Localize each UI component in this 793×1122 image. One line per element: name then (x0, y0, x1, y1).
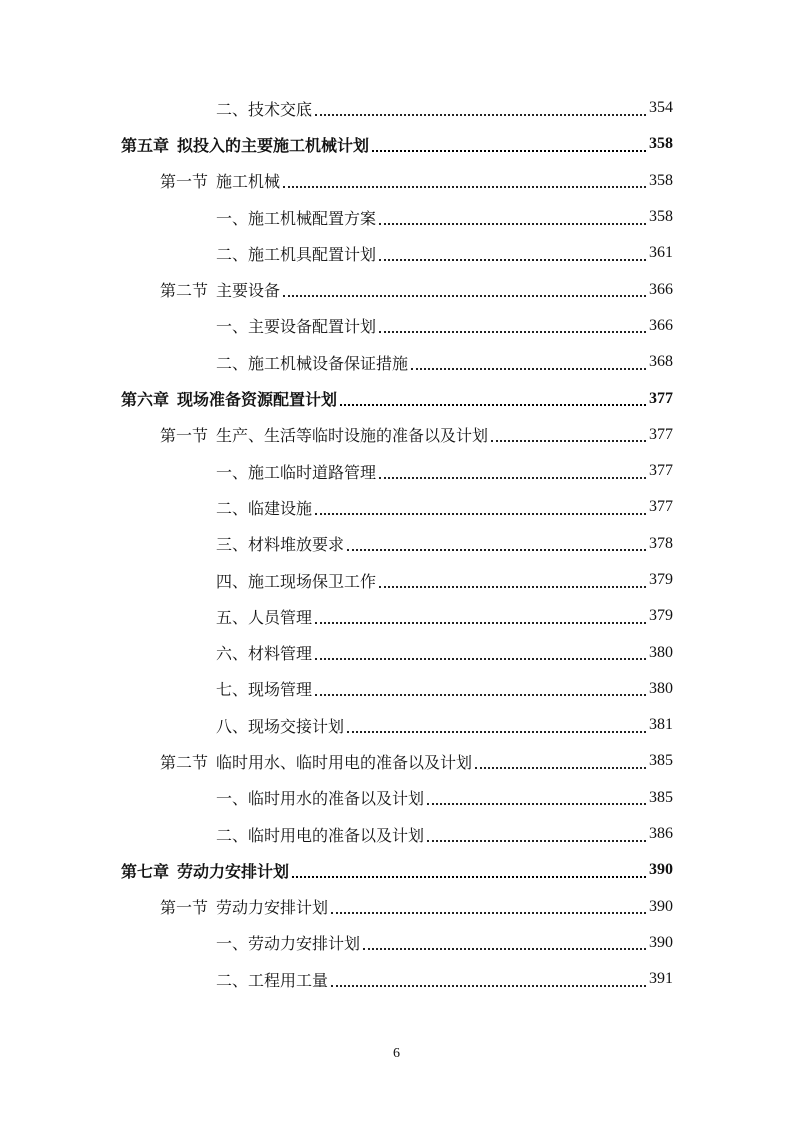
toc-entry-text: 主要设备 (216, 281, 281, 301)
toc-entry-number: 第二节 (160, 281, 209, 301)
toc-chapter-entry[interactable] (0, 380, 793, 416)
toc-subsection-entry[interactable] (0, 235, 793, 271)
toc-subsection-entry[interactable] (0, 671, 793, 707)
toc-entry-title (216, 823, 424, 846)
toc-page-number: 379 (649, 607, 673, 625)
toc-section-entry[interactable] (0, 417, 793, 453)
toc-subsection-entry[interactable] (0, 308, 793, 344)
toc-entry-title (216, 206, 376, 229)
toc-page-number: 379 (649, 571, 673, 588)
toc-section-entry[interactable] (0, 889, 793, 925)
toc-entry-text: 三、材料堆放要求 (216, 535, 345, 555)
toc-page-number: 377 (649, 498, 673, 516)
toc-entry-title (121, 387, 337, 410)
dot-leader (315, 657, 646, 660)
toc-subsection-entry[interactable] (0, 707, 793, 743)
toc-subsection-entry[interactable] (0, 598, 793, 634)
toc-page-number: 385 (649, 752, 673, 770)
toc-subsection-entry[interactable] (0, 489, 793, 525)
toc-page-number: 390 (649, 897, 673, 915)
dot-leader (292, 875, 646, 878)
toc-entry-text: 一、施工机械配置方案 (216, 208, 377, 228)
dot-leader (379, 476, 646, 479)
dot-leader (379, 222, 646, 225)
toc-entry-title (216, 496, 312, 519)
toc-entry-text: 一、施工临时道路管理 (216, 462, 377, 482)
toc-subsection-entry[interactable] (0, 961, 793, 997)
toc-entry-text: 二、施工机械设备保证措施 (216, 353, 409, 373)
dot-leader (315, 113, 646, 116)
dot-leader (427, 839, 646, 842)
toc-entry-text: 五、人员管理 (216, 607, 313, 627)
toc-entry-text: 八、现场交接计划 (216, 716, 345, 736)
toc-chapter-entry[interactable] (0, 126, 793, 162)
toc-entry-title (216, 532, 344, 555)
toc-page-number: 377 (649, 425, 673, 443)
toc-entry-title (160, 423, 488, 446)
toc-subsection-entry[interactable] (0, 780, 793, 816)
page-number: 6 (393, 1046, 400, 1061)
toc-entry-title (216, 351, 408, 374)
dot-leader (315, 512, 646, 515)
dot-leader (411, 367, 646, 370)
toc-entry-text: 一、临时用水的准备以及计划 (216, 789, 425, 809)
toc-entry-text: 六、材料管理 (216, 644, 313, 664)
toc-entry-text: 二、临建设施 (216, 498, 313, 518)
toc-entry-text: 现场准备资源配置计划 (177, 390, 338, 410)
toc-page-number: 366 (649, 316, 673, 334)
toc-entry-title (160, 169, 280, 192)
toc-entry-title (216, 714, 344, 737)
toc-entry-number: 第二节 (160, 752, 209, 772)
toc-page-number: 354 (649, 99, 673, 117)
dot-leader (283, 185, 646, 188)
toc-page-number: 390 (649, 933, 673, 951)
dot-leader (283, 294, 646, 297)
toc-subsection-entry[interactable] (0, 562, 793, 598)
toc-section-entry[interactable] (0, 743, 793, 779)
toc-subsection-entry[interactable] (0, 90, 793, 126)
toc-entry-title (121, 859, 289, 882)
toc-page-number: 377 (649, 389, 673, 407)
toc-entry-text: 二、技术交底 (216, 99, 313, 119)
toc-entry-title (216, 786, 424, 809)
toc-entry-text: 一、主要设备配置计划 (216, 317, 377, 337)
toc-entry-number: 第一节 (160, 898, 209, 918)
toc-page-number: 358 (649, 171, 673, 189)
dot-leader (475, 766, 646, 769)
toc-page-number: 368 (649, 353, 673, 371)
toc-entry-number: 第一节 (160, 426, 209, 446)
toc-entry-title (216, 242, 376, 265)
toc-entry-text: 生产、生活等临时设施的准备以及计划 (216, 426, 489, 446)
toc-entry-title (216, 677, 312, 700)
toc-entry-title (121, 133, 369, 156)
toc-page-number: 358 (649, 135, 673, 153)
toc-entry-title (216, 314, 376, 337)
dot-leader (379, 585, 646, 588)
toc-entry-text: 施工机械 (216, 172, 281, 192)
toc-subsection-entry[interactable] (0, 344, 793, 380)
toc-page-number: 380 (649, 679, 673, 697)
dot-leader (340, 403, 646, 406)
toc-entry-text: 一、劳动力安排计划 (216, 934, 361, 954)
table-of-contents (0, 90, 793, 997)
dot-leader (379, 330, 646, 333)
toc-subsection-entry[interactable] (0, 199, 793, 235)
toc-entry-text: 临时用水、临时用电的准备以及计划 (216, 752, 473, 772)
toc-page-number: 377 (649, 462, 673, 480)
toc-entry-number: 第七章 (121, 861, 170, 881)
dot-leader (363, 947, 646, 950)
toc-entry-title (160, 895, 328, 918)
toc-page-number: 361 (649, 244, 673, 262)
toc-page-number: 366 (649, 280, 673, 298)
toc-entry-title (216, 931, 360, 954)
toc-subsection-entry[interactable] (0, 634, 793, 670)
toc-entry-title (216, 569, 376, 592)
toc-entry-text: 劳动力安排计划 (216, 898, 329, 918)
toc-entry-title (160, 278, 280, 301)
dot-leader (427, 802, 646, 805)
toc-page-number: 381 (649, 716, 673, 734)
toc-subsection-entry[interactable] (0, 925, 793, 961)
toc-entry-text: 二、施工机具配置计划 (216, 244, 377, 264)
dot-leader (331, 911, 646, 914)
toc-entry-title (160, 750, 472, 773)
toc-entry-number: 第六章 (121, 390, 170, 410)
dot-leader (347, 548, 646, 551)
dot-leader (347, 730, 646, 733)
toc-page-number: 378 (649, 534, 673, 552)
toc-entry-text: 七、现场管理 (216, 680, 313, 700)
toc-entry-title (216, 641, 312, 664)
toc-entry-text: 二、临时用电的准备以及计划 (216, 825, 425, 845)
toc-section-entry[interactable] (0, 163, 793, 199)
toc-chapter-entry[interactable] (0, 852, 793, 888)
dot-leader (315, 693, 646, 696)
toc-page-number: 390 (649, 861, 673, 879)
toc-entry-text: 二、工程用工量 (216, 970, 329, 990)
dot-leader (331, 984, 646, 987)
toc-subsection-entry[interactable] (0, 816, 793, 852)
toc-entry-title (216, 460, 376, 483)
toc-entry-text: 拟投入的主要施工机械计划 (177, 135, 370, 155)
toc-entry-title (216, 605, 312, 628)
toc-subsection-entry[interactable] (0, 526, 793, 562)
toc-entry-text: 劳动力安排计划 (177, 861, 290, 881)
toc-page-number: 386 (649, 825, 673, 843)
toc-section-entry[interactable] (0, 271, 793, 307)
dot-leader (379, 258, 646, 261)
toc-page-number: 358 (649, 208, 673, 226)
dot-leader (315, 621, 646, 624)
toc-entry-title (216, 968, 328, 991)
toc-entry-number: 第五章 (121, 135, 170, 155)
toc-entry-number: 第一节 (160, 172, 209, 192)
toc-page-number: 391 (649, 970, 673, 988)
dot-leader (372, 149, 646, 152)
toc-page-number: 380 (649, 643, 673, 661)
toc-entry-title (216, 97, 312, 120)
dot-leader (491, 439, 646, 442)
toc-page-number: 385 (649, 788, 673, 806)
toc-subsection-entry[interactable] (0, 453, 793, 489)
toc-entry-text: 四、施工现场保卫工作 (216, 571, 377, 591)
